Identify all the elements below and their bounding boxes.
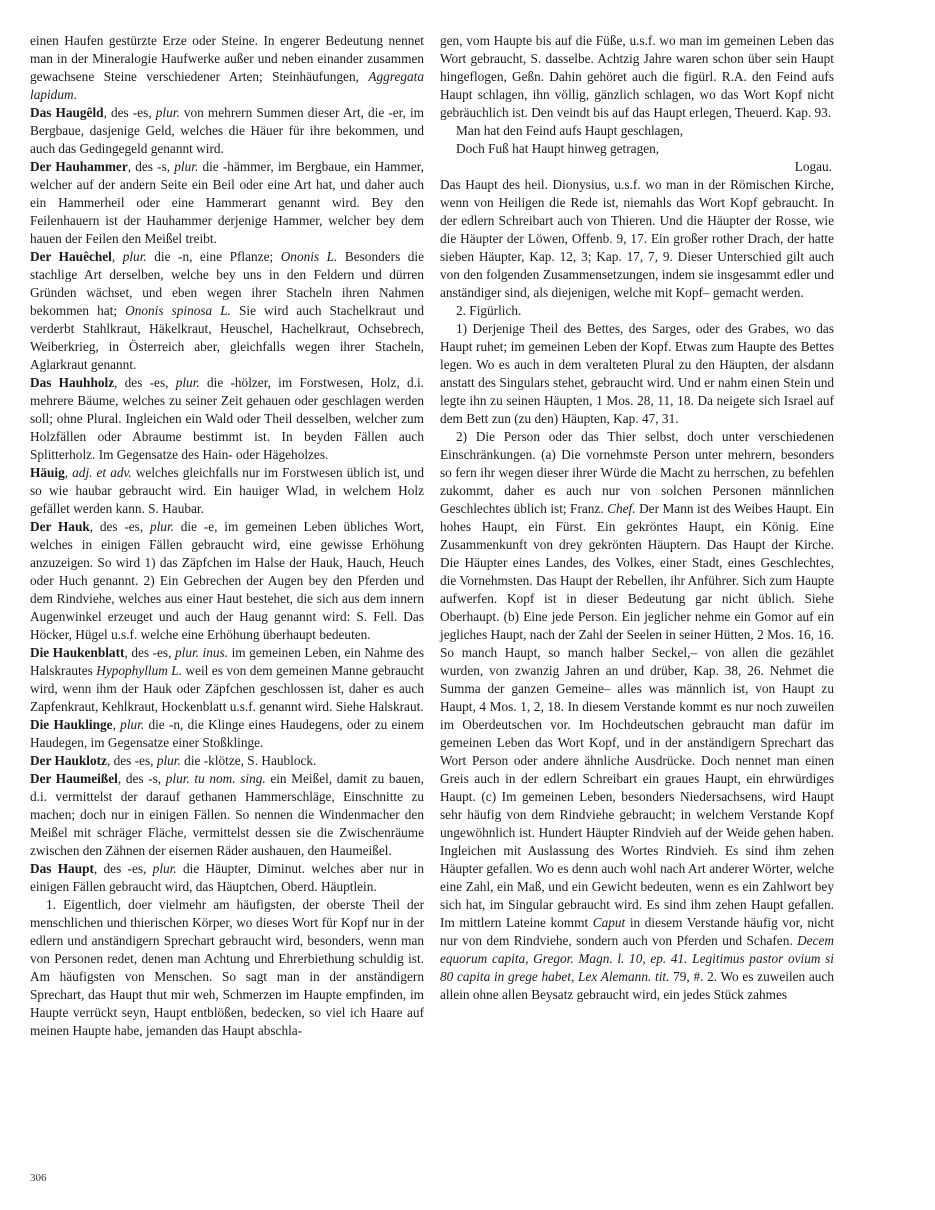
italic-term: plur. xyxy=(149,519,174,534)
text-paragraph xyxy=(440,176,834,302)
headword: Häuig xyxy=(30,465,65,480)
text-run: , des -es, xyxy=(114,375,176,390)
text-run: 1. Eigentlich, doer vielmehr am häufigsten, der oberste Theil der menschlichen und thierischen Körper, wo dieses Wort für Kopf nur in der edlern und anständigern Sprechart gebraucht wird, besonders, wenn man von Personen redet, denen man Achtung und Ehrerbiethung schuldig ist. Am häufigsten von Menschen. So sagt man in der anständigern Sprechart, das Haupt thut mir weh, Schmerzen im Haupte empfinden, im Haupte verrückt seyn, Haupt entblößen, bedecken, so viel ich Haare auf meinen Haupte habe, jemanden das Haupt abschla- xyxy=(30,897,424,1038)
headword: Der Hauêchel xyxy=(30,249,112,264)
text-run: 2) Die Person oder das Thier selbst, doch unter verschiedenen Einschränkungen. (a) Die vornehmste Person unter mehrern, besonders so fern ihr wegen dieser ihrer Würde die Macht zu herrschen, zu befehlen zukommt, daher es auch nur von solchen Personen männlichen Geschlechtes üblich ist; Franz. xyxy=(440,429,834,516)
verse-line xyxy=(440,122,834,140)
italic-term: plur. xyxy=(156,753,181,768)
italic-term: Caput xyxy=(592,915,626,930)
headword: Der Hauhammer xyxy=(30,159,128,174)
text-run: Doch Fuß hat Haupt hinweg getragen, xyxy=(456,141,660,156)
text-run: , xyxy=(112,717,121,732)
text-run: Besonders die stachlige Art derselben, welche bey uns in den Feldern und dürren Gründen wächset, und eben wegen ihrer Stacheln ihren Nahmen bekommen hat; xyxy=(30,249,425,318)
italic-term: Ononis L. xyxy=(280,249,338,264)
text-run: die -hölzer, im Forstwesen, Holz, d.i. mehrere Bäume, welches zu seiner Zeit gehauen oder geschlagen werden soll; ohne Plural. Ingleichen ein Wald oder Theil desselben, welcher zum Holzfällen oder Abraume bestimmt ist. In beyden Fällen auch Splitterholz. Im Gegensatze des Hain- oder Hägeholzes. xyxy=(30,375,424,462)
text-run: ein Meißel, damit zu bauen, d.i. vermittelst der darauf gethanen Hammerschläge, Einschnitte zu machen; doch nur in einigen Fällen. So nennen die Windenmacher den Meißel mit schräger Fläche, vermittelst dessen sie die Zwischenräume zwischen den Zähnen der eisernen Räder aushauen, den Haumeißel. xyxy=(30,771,424,858)
text-run: im gemeinen Leben, ein Nahme des Halskrautes xyxy=(30,645,424,678)
italic-term: adj. et adv. xyxy=(72,465,132,480)
italic-term: plur. tu nom. sing. xyxy=(165,771,266,786)
text-paragraph xyxy=(440,32,834,122)
sense-paragraph xyxy=(30,896,424,1040)
italic-term: plur. xyxy=(174,159,199,174)
text-run: die -hämmer, im Bergbaue, ein Hammer, welcher auf der andern Seite ein Beil oder eine Art hat, und daher auch ein Hammerheil oder eine Hammerart genannt wird. Bey den Feilenhauern ist der Hauhammer derjenige Hammer, welcher bey dem hauen der Feilen den Meißel treibt. xyxy=(30,159,424,246)
dictionary-entry xyxy=(30,464,424,518)
dictionary-entry xyxy=(30,158,424,248)
text-run: Man hat den Feind aufs Haupt geschlagen, xyxy=(456,123,684,138)
text-run: . xyxy=(73,87,77,102)
text-run: welches gleichfalls nur im Forstwesen üblich ist, und so wie haubar gebraucht wird. Ein hauiger Wlad, in welchem Holz gefället werden kann. S. Haubar. xyxy=(30,465,424,516)
text-run: Das Haupt des heil. Dionysius, u.s.f. wo man in der Römischen Kirche, wenn von Heiligen die Rede ist, niemahls das Wort Kopf gebraucht. In der edlern Schreibart auch von Thieren. Und die Häupter der Rosse, wie die Häupter der Löwen, Offenb. 9, 17. Ein großer rother Drach, der hatte sieben Häupter, Kap. 12, 3; Kap. 17, 7, 9. Dieser Unterschied gilt auch von den folgenden Zusammensetzungen, indem sie insgesammt edler und anständiger sind, als diejenigen, welche mit Kopf– gemacht werden. xyxy=(440,177,834,300)
dictionary-entry xyxy=(30,248,424,374)
text-run: , des -es, xyxy=(106,753,157,768)
text-run: die -e, im gemeinen Leben übliches Wort, welches in einigen Fällen gebraucht wird, eine gewisse Erhöhung anzuzeigen. So wird 1) das Zäpfchen im Halse der Hauk, Hauch, Heuch oder Huch genannt. 2) Ein Gebrechen der Augen bey den Pferden und dem Rindviehe, welches aus einer Haut bestehet, die sich aus dem innern Augenwinkel erzeuget und auch der Haug genannt wird: S. Fell. Das Höcker, Hügel u.s.f. welche eine Erhöhung überhaupt bedeuten. xyxy=(30,519,424,642)
right-column xyxy=(440,32,834,1004)
dictionary-entry xyxy=(30,860,424,896)
headword: Die Haukenblatt xyxy=(30,645,125,660)
italic-term: Hypophyllum L. xyxy=(96,663,183,678)
dictionary-entry xyxy=(30,770,424,860)
italic-term: plur. xyxy=(155,105,180,120)
text-run: die -klötze, S. Haublock. xyxy=(180,753,317,768)
text-run: 79, #. 2. Wo es zuweilen auch allein ohne allen Beysatz gebraucht wird, ein jedes Stück zahmes xyxy=(440,969,834,1002)
headword: Das Haupt xyxy=(30,861,94,876)
text-run: die Häupter, Diminut. welches aber nur in einigen Fällen gebraucht wird, das Häuptchen, Oberd. Häuptlein. xyxy=(30,861,424,894)
headword: Das Hauhholz xyxy=(30,375,115,390)
text-run: einen Haufen gestürzte Erze oder Steine. In engerer Bedeutung nennet man in der Mineralogie Haufwerke außer und neben einander zusammen gewachsene Steine verschiedener Arten; Steinhäufungen, xyxy=(30,33,424,84)
text-run: , des -es, xyxy=(124,645,175,660)
text-run: gen, vom Haupte bis auf die Füße, u.s.f. wo man im gemeinen Leben das Wort gebraucht, S. dasselbe. Achtzig Jahre waren schon über sein Haupt hingeflogen, Geßn. Dahin gehöret auch die figürl. R.A. den Feind aufs Haupt schlagen, ihn völlig, gänzlich schlagen, wo das Wort Kopf nicht gebräuchlich ist. Den veindt bis auf das Haupt erlegen, Theuerd. Kap. 93. xyxy=(440,33,834,120)
italic-term: plur. xyxy=(120,717,145,732)
text-run: , des -s, xyxy=(117,771,166,786)
text-run: von mehrern Summen dieser Art, die -er, im Bergbaue, dasjenige Geld, welches die Häuer für ihre bekommen, und auch das Gedingegeld genannt wird. xyxy=(30,105,425,156)
text-run: , des -es, xyxy=(103,105,156,120)
text-run: , des -es, xyxy=(93,861,153,876)
headword: Der Hauklotz xyxy=(30,753,107,768)
italic-term: Ononis spinosa L. xyxy=(125,303,231,318)
text-paragraph xyxy=(30,32,424,104)
verse-line xyxy=(440,140,834,158)
page-number: 306 xyxy=(30,1172,47,1184)
italic-term: Chef. xyxy=(607,501,636,516)
headword: Der Haumeißel xyxy=(30,771,118,786)
text-run: , xyxy=(64,465,73,480)
dictionary-entry xyxy=(30,644,424,716)
sense-paragraph xyxy=(440,302,834,320)
text-run: Logau. xyxy=(794,159,832,174)
text-run: 2. Figürlich. xyxy=(456,303,522,318)
headword: Der Hauk xyxy=(30,519,90,534)
headword: Das Haugêld xyxy=(30,105,104,120)
dictionary-entry xyxy=(30,716,424,752)
text-run: 1) Derjenige Theil des Bettes, des Sarges, oder des Grabes, wo das Haupt ruhet; im gemeinen Leben der Kopf. Etwas zum Haupte des Bettes legen. Wo es auch in dem veralteten Plural zu den Häupten, der alsdann anstatt des Singulars stehet, gebraucht wird. Und er nahm einen Stein und legte ihn zu seinen Häupten, 1 Mos. 28, 11, 18. Da neigete sich Israel auf dem Bett zun (zu den) Häupten, Kap. 47, 31. xyxy=(440,321,834,426)
text-run: die -n, die Klinge eines Haudegens, oder zu einem Haudegen, im Gegensatze einer Stoßklinge. xyxy=(30,717,425,750)
headword: Die Hauklinge xyxy=(30,717,113,732)
text-run: die -n, eine Pflanze; xyxy=(146,249,281,264)
text-run: weil es von dem gemeinen Manne gebraucht wird, wenn ihm der Hauk oder Zäpfchen geschlossen ist, daher es auch Zapfenkraut, Kehlkraut, Hockenblatt u.s.f. genannt wird. Siehe Halskraut. xyxy=(30,663,424,714)
sense-paragraph xyxy=(440,428,834,1004)
text-run: , xyxy=(111,249,123,264)
attribution xyxy=(440,158,834,176)
dictionary-entry xyxy=(30,374,424,464)
dictionary-page xyxy=(30,32,910,1172)
sense-paragraph xyxy=(440,320,834,428)
italic-term: plur. xyxy=(175,375,200,390)
dictionary-entry xyxy=(30,518,424,644)
dictionary-entry xyxy=(30,104,424,158)
text-run: in diesem Verstande häufig vor, nicht nur von dem Rindviehe, sondern auch von Pferden und Schafen. xyxy=(440,915,834,948)
left-column xyxy=(30,32,424,1040)
italic-term: plur. xyxy=(152,861,177,876)
italic-term: plur. xyxy=(122,249,147,264)
text-run: Der Mann ist des Weibes Haupt. Ein hohes Haupt, ein Fürst. Ein gekröntes Haupt, ein König. Eine Zusammenkunft von drey gekrönten Häuptern. Das Haupt der Kirche. Die Häupter eines Landes, des Volkes, einer Stadt, eines Geschlechtes, die Vornehmsten. Das Haupt der Rebellen, ihr Anführer. Sich zum Haupte aufwerfen. Kopf ist in dieser Bedeutung gar nicht üblich. Siehe Oberhaupt. (b) Eine jede Person. Ein jeglicher nehme ein Gomor auf ein jegliches Haupt, nach der Zahl der Seelen in seiner Hütten, 2 Mos. 16, 16. So manch Haupt, so manch halber Seckel,– von allen die gezählet wurden, von zwanzig Jahren an und drüber, Kap. 38, 26. Nehmet die Summa der ganzen Gemeine– alles was männlich ist, von Haupt zu Haupt, 4 Mos. 1, 2, 18. In diesem Verstande kommt es nur noch zuweilen im Oberdeutschen vor. Im Hochdeutschen gebraucht man dafür im gemeinen Leben das Wort Kopf, und in der anständigern Sprechart das Wort Person oder andere ähnliche Ausdrücke. Doch nennet man einen Greis auch in der edlern Schreibart ein graues Haupt, ein ehrwürdiges Haupt. (c) Im gemeinen Leben, besonders Niedersachsens, wird Haupt sehr häufig von dem Rindviehe gebraucht; in welchem Verstande Kopf ungewöhnlich ist. Hundert Häupter Rindvieh auf der Weide gehen haben. Ingleichen mit Auslassung des Wortes Rindvieh. Es sind ihm zehen Häupter gefallen. Wo es denn auch wohl nach Art anderer Wörter, welche eine Zahl, ein Maß, und ein Gewicht bedeuten, wenn es ein Zahlwort bey sich hat, im Singular gebraucht wird. Es sind ihm zehen Haupt gefallen. Im mittlern Lateine kommt xyxy=(440,501,834,930)
text-run: , des -s, xyxy=(127,159,175,174)
italic-term: Aggregata lapidum xyxy=(30,69,424,102)
dictionary-entry xyxy=(30,752,424,770)
italic-term: Decem equorum capita, Gregor. Magn. l. 10, ep. 41. Legitimus pastor ovium si 80 capita in grege habet, Lex Alemann. tit. xyxy=(440,933,834,984)
italic-term: plur. inus. xyxy=(174,645,229,660)
text-run: , des -es, xyxy=(89,519,150,534)
text-run: Sie wird auch Stachelkraut und verderbt Stahlkraut, Häkelkraut, Heuschel, Hachelkraut, Ochsebrech, Weiberkrieg, in Österreich aber, gleichfalls wegen ihrer Stacheln, Aglarkraut genannt. xyxy=(30,303,425,372)
